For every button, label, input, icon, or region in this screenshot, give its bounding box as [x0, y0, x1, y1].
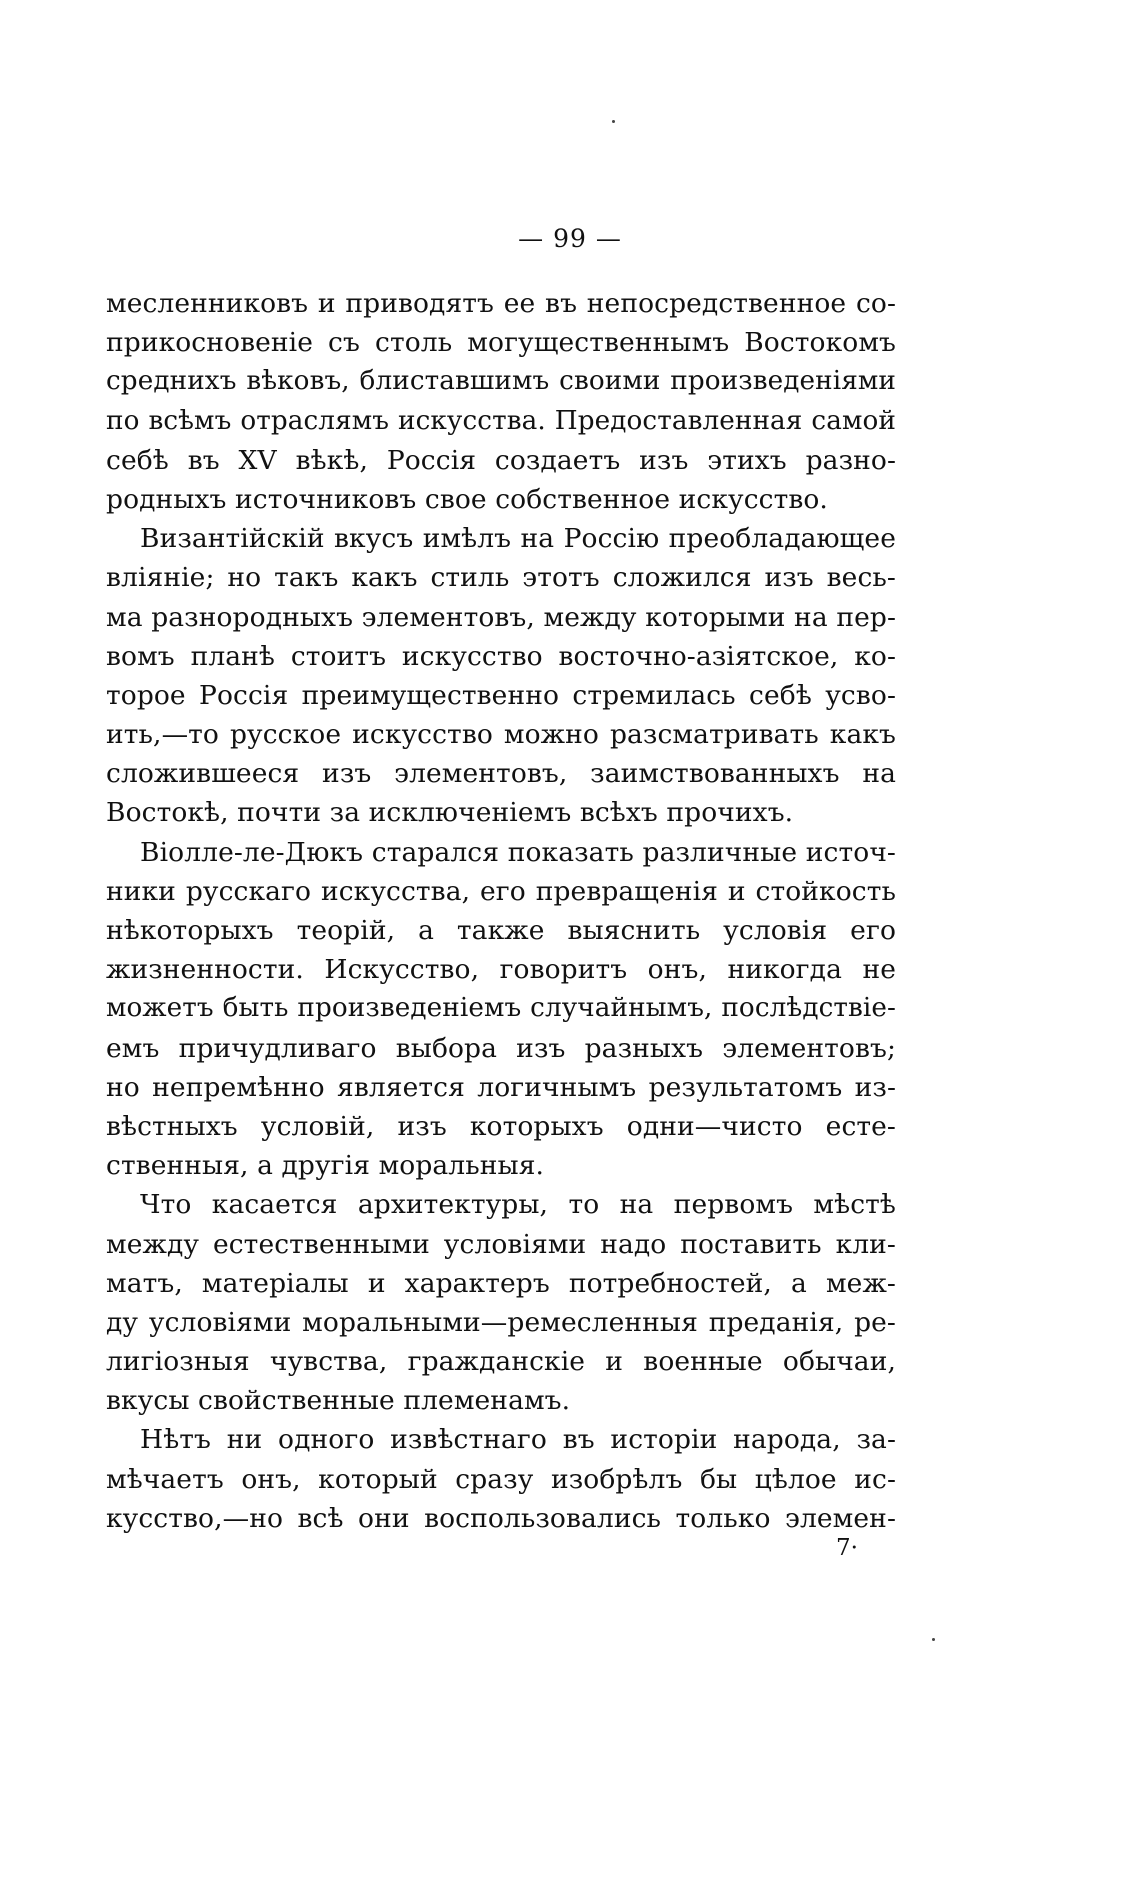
text-line: жизненности. Искусство, говоритъ онъ, никогда не	[106, 954, 896, 986]
text-line: вліяніе; но такъ какъ стиль этотъ сложился изъ весь-	[106, 562, 896, 594]
text-line: по всѣмъ отраслямъ искусства. Предоставленная самой	[106, 405, 896, 436]
text-line: родныхъ источниковъ свое собственное искусство.	[106, 483, 828, 515]
text-line: ить,—то русское искусство можно разсматривать какъ	[106, 719, 896, 751]
text-line: емъ причудливаго выбора изъ разныхъ элементовъ;	[106, 1032, 896, 1064]
signature-mark: 7·	[836, 1535, 858, 1561]
text-line: мѣчаетъ онъ, который сразу изобрѣлъ бы цѣлое ис-	[106, 1463, 896, 1495]
text-line: Нѣтъ ни одного извѣстнаго въ исторіи народа, за-	[140, 1424, 896, 1456]
text-line: вомъ планѣ стоитъ искусство восточно-азіятское, ко-	[106, 640, 896, 672]
page-number: — 99 —	[518, 224, 622, 253]
text-line: себѣ въ XV вѣкѣ, Россія создаетъ изъ этихъ разно-	[106, 444, 896, 476]
text-line: Востокѣ, почти за исключеніемъ всѣхъ прочихъ.	[106, 797, 794, 829]
text-line: ма разнородныхъ элементовъ, между которыми на пер-	[106, 601, 896, 633]
body-text	[106, 284, 896, 1538]
text-line: торое Россія преимущественно стремилась себѣ усво-	[106, 679, 896, 711]
text-line: но непремѣнно является логичнымъ результатомъ из-	[106, 1071, 896, 1103]
text-line: ственныя, а другія моральныя.	[106, 1150, 545, 1182]
text-line: среднихъ вѣковъ, блиставшимъ своими произведеніями	[106, 366, 896, 397]
text-line: вѣстныхъ условій, изъ которыхъ одни—чисто есте-	[106, 1110, 896, 1142]
text-line: нѣкоторыхъ теорій, а также выяснить условія его	[106, 915, 896, 946]
text-line: между естественными условіями надо поставить кли-	[106, 1228, 896, 1260]
text-line: прикосновеніе съ столь могущественнымъ Востокомъ	[106, 327, 896, 359]
text-line: лигіозныя чувства, гражданскіе и военные обычаи,	[106, 1346, 896, 1378]
paper-speck	[612, 120, 615, 123]
paper-speck	[932, 1638, 935, 1641]
text-line: ники русскаго искусства, его превращенія и стойкость	[106, 875, 896, 907]
text-line: Что касается архитектуры, то на первомъ мѣстѣ	[140, 1189, 896, 1221]
text-line: можетъ быть произведеніемъ случайнымъ, послѣдствіе-	[106, 993, 896, 1024]
text-line: кусство,—но всѣ они воспользовались только элемен-	[106, 1502, 896, 1534]
text-line: Византійскій вкусъ имѣлъ на Россію преобладающее	[140, 523, 896, 555]
text-line: матъ, матеріалы и характеръ потребностей, а меж-	[106, 1267, 896, 1299]
text-line: месленниковъ и приводятъ ее въ непосредственное со-	[106, 288, 896, 319]
text-line: Віолле-ле-Дюкъ старался показать различные источ-	[140, 836, 896, 868]
text-line: вкусы свойственные племенамъ.	[106, 1385, 571, 1417]
text-line: сложившееся изъ элементовъ, заимствованныхъ на	[106, 758, 896, 790]
text-line: ду условіями моральными—ремесленныя преданія, ре-	[106, 1306, 896, 1338]
